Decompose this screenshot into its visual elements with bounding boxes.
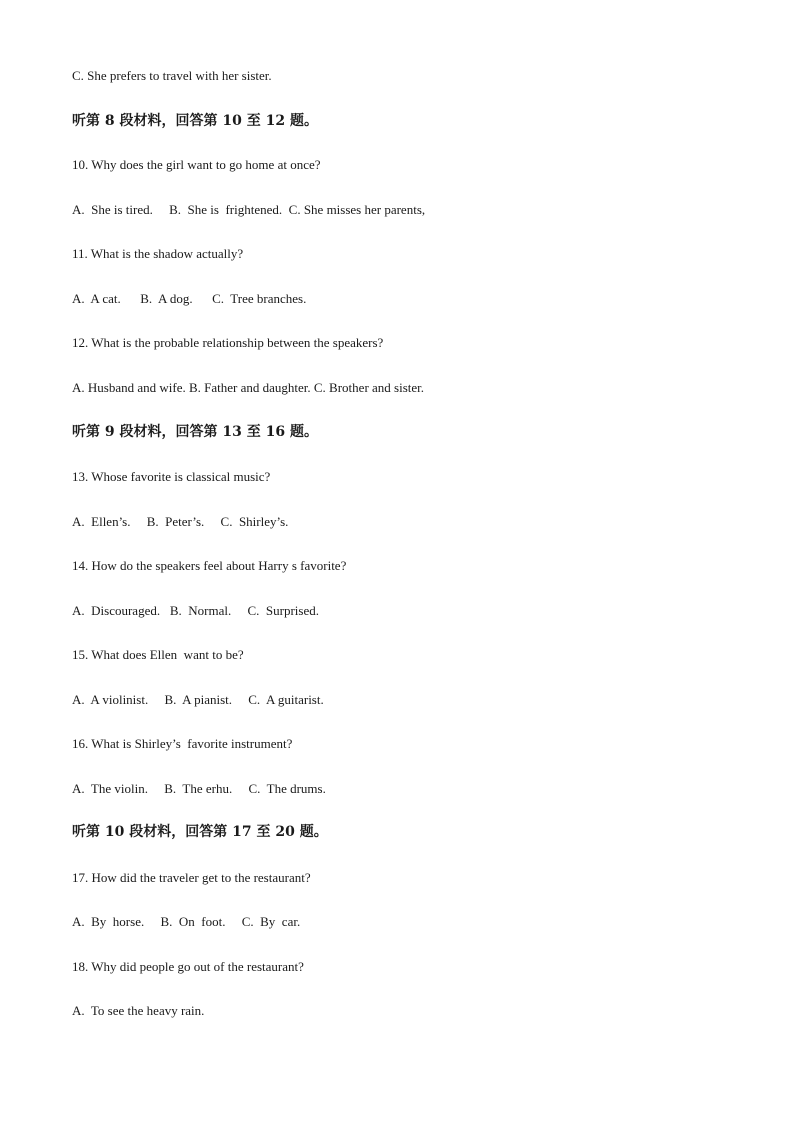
answer-option-18a: A. To see the heavy rain.: [72, 1003, 205, 1018]
question-11: 11. What is the shadow actually?: [72, 246, 244, 261]
answer-options-10: A. She is tired. B. She is frightened. C. She misses her parents,: [72, 202, 426, 217]
question-15: 15. What does Ellen want to be?: [72, 647, 244, 662]
answer-options-16: A. The violin. B. The erhu. C. The drums.: [72, 781, 326, 796]
answer-options-11: A. A cat. B. A dog. C. Tree branches.: [72, 291, 307, 306]
question-18: 18. Why did people go out of the restaurant?: [72, 959, 304, 974]
section-heading-10: 听第 10 段材料，回答第 17 至 20 题。: [72, 824, 328, 840]
answer-options-17: A. By horse. B. On foot. C. By car.: [72, 914, 301, 929]
answer-options-14: A. Discouraged. B. Normal. C. Surprised.: [72, 603, 319, 618]
answer-options-12: A. Husband and wife. B. Father and daughter. C. Brother and sister.: [72, 380, 425, 395]
answer-option-9c: C. She prefers to travel with her sister.: [72, 68, 272, 83]
section-heading-8: 听第 8 段材料，回答第 10 至 12 题。: [72, 113, 318, 129]
section-heading-9: 听第 9 段材料，回答第 13 至 16 题。: [72, 424, 318, 440]
question-10: 10. Why does the girl want to go home at once?: [72, 157, 321, 172]
question-12: 12. What is the probable relationship between the speakers?: [72, 335, 384, 350]
question-13: 13. Whose favorite is classical music?: [72, 469, 271, 484]
question-14: 14. How do the speakers feel about Harry s favorite?: [72, 558, 347, 573]
answer-options-13: A. Ellen’s. B. Peter’s. C. Shirley’s.: [72, 514, 289, 529]
answer-options-15: A. A violinist. B. A pianist. C. A guitarist.: [72, 692, 324, 707]
question-17: 17. How did the traveler get to the restaurant?: [72, 870, 311, 885]
question-16: 16. What is Shirley’s favorite instrument?: [72, 736, 293, 751]
